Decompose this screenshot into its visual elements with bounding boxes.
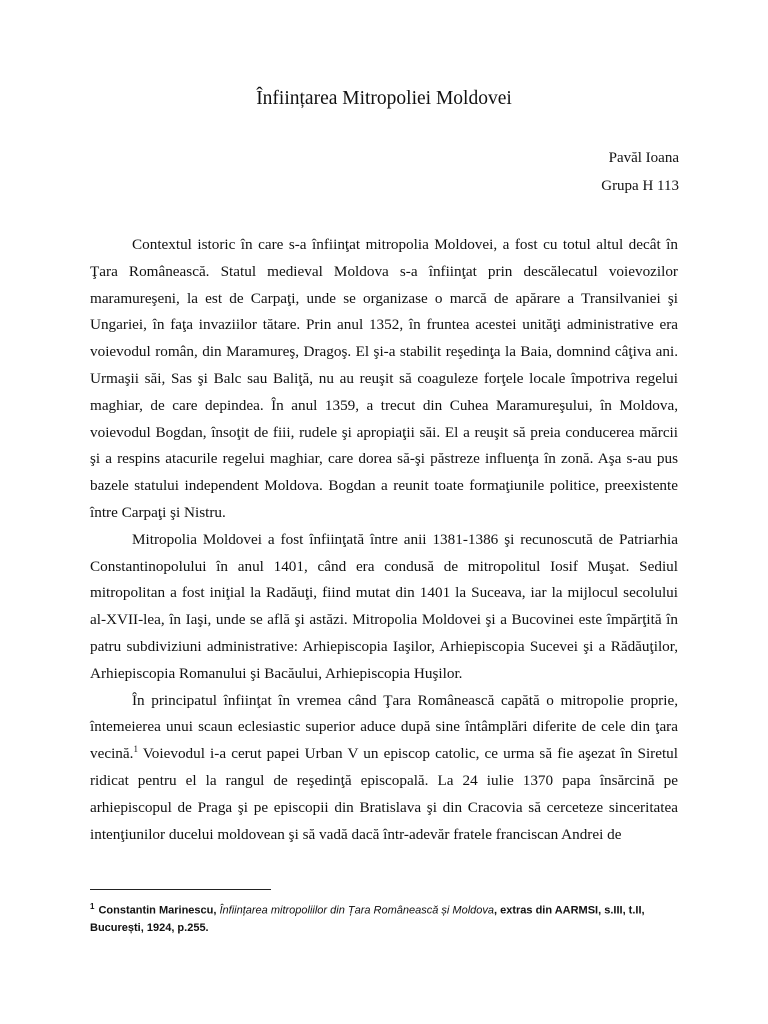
footnote xyxy=(90,898,650,937)
author-block xyxy=(601,144,679,200)
paragraph-3-text-before: În principatul înfiinţat în vremea când Ţara Românească capătă o mitropolie proprie, întemeierea unui scaun eclesiastic superior aduce după sine întâmplări diferite de cele din ţara vecină. xyxy=(90,691,678,763)
author-name: Pavăl Ioana xyxy=(608,150,679,166)
paragraph-3 xyxy=(90,688,678,849)
document-title: Înființarea Mitropoliei Moldovei xyxy=(256,88,512,109)
paragraph-3-text-after: Voievodul i-a cerut papei Urban V un episcop catolic, ce urma să fie aşezat în Siretul ridicat pentru el la rangul de reşedinţă episcopală. La 24 iulie 1370 papa însărcină pe arhiepiscopul de Praga şi pe episcopii din Bratislava şi din Cracovia să cerceteze sinceritatea intenţiunilor ducelui moldovean şi să vadă dacă într-adevăr fratele franciscan Andrei de xyxy=(90,745,678,843)
footnote-work-title: Înființarea mitropoliilor din Țara Românească și Moldova xyxy=(219,904,494,917)
paragraph-2: Mitropolia Moldovei a fost înfiinţată între anii 1381-1386 şi recunoscută de Patriarhia Constantinopolului în anul 1401, când era condusă de mitropolitul Iosif Muşat. Sediul mitropolitan a fost iniţial la Radăuţi, fiind mutat din 1401 la Suceava, iar la mijlocul secolului al-XVII-lea, în Iaşi, unde se află şi astăzi. Mitropolia Moldovei şi a Bucovinei este împărţită în patru subdiviziuni administrative: Arhiepiscopia Iaşilor, Arhiepiscopia Sucevei şi a Rădăuţilor, Arhiepiscopia Romanului şi Bacăului, Arhiepiscopia Huşilor. xyxy=(90,530,678,682)
footnote-number: 1 xyxy=(90,902,95,911)
footnote-reference[interactable]: 1 xyxy=(133,744,138,755)
paragraph-1: Contextul istoric în care s-a înfiinţat mitropolia Moldovei, a fost cu totul altul decât în Ţara Românească. Statul medieval Moldova s-a înfiinţat prin descălecatul voievozilor maramureşeni, la est de Carpaţi, unde se organizase o marcă de apărare a Transilvaniei şi Ungariei, în faţa invaziilor tătare. Prin anul 1352, în fruntea acestei unităţi administrative era voievodul român, din Maramureş, Dragoş. El şi-a stabilit reşedinţa la Baia, domnind câţiva ani. Urmaşii săi, Sas şi Balc sau Baliţă, nu au reuşit să coaguleze forţele locale împotriva regelui maghiar, de care depindea. În anul 1359, a trecut din Cuhea Maramureşului, în Moldova, voievodul Bogdan, însoţit de fiii, rudele şi apropiaţii săi. El a reuşit să preia conducerea mărcii şi a respins atacurile regelui maghiar, care dorea să-şi păstreze influenţa în zonă. Aşa s-au pus bazele statului independent Moldova. Bogdan a reunit toate formaţiunile politice, preexistente între Carpaţi şi Nistru. xyxy=(90,236,678,521)
footnote-author: Constantin Marinescu, xyxy=(98,904,220,917)
document-body xyxy=(90,232,678,848)
footnote-details: , extras din AARMSI, s.III, t.II, București, 1924, p.255. xyxy=(90,904,645,934)
footnote-separator xyxy=(90,889,271,890)
author-group: Grupa H 113 xyxy=(601,178,679,194)
